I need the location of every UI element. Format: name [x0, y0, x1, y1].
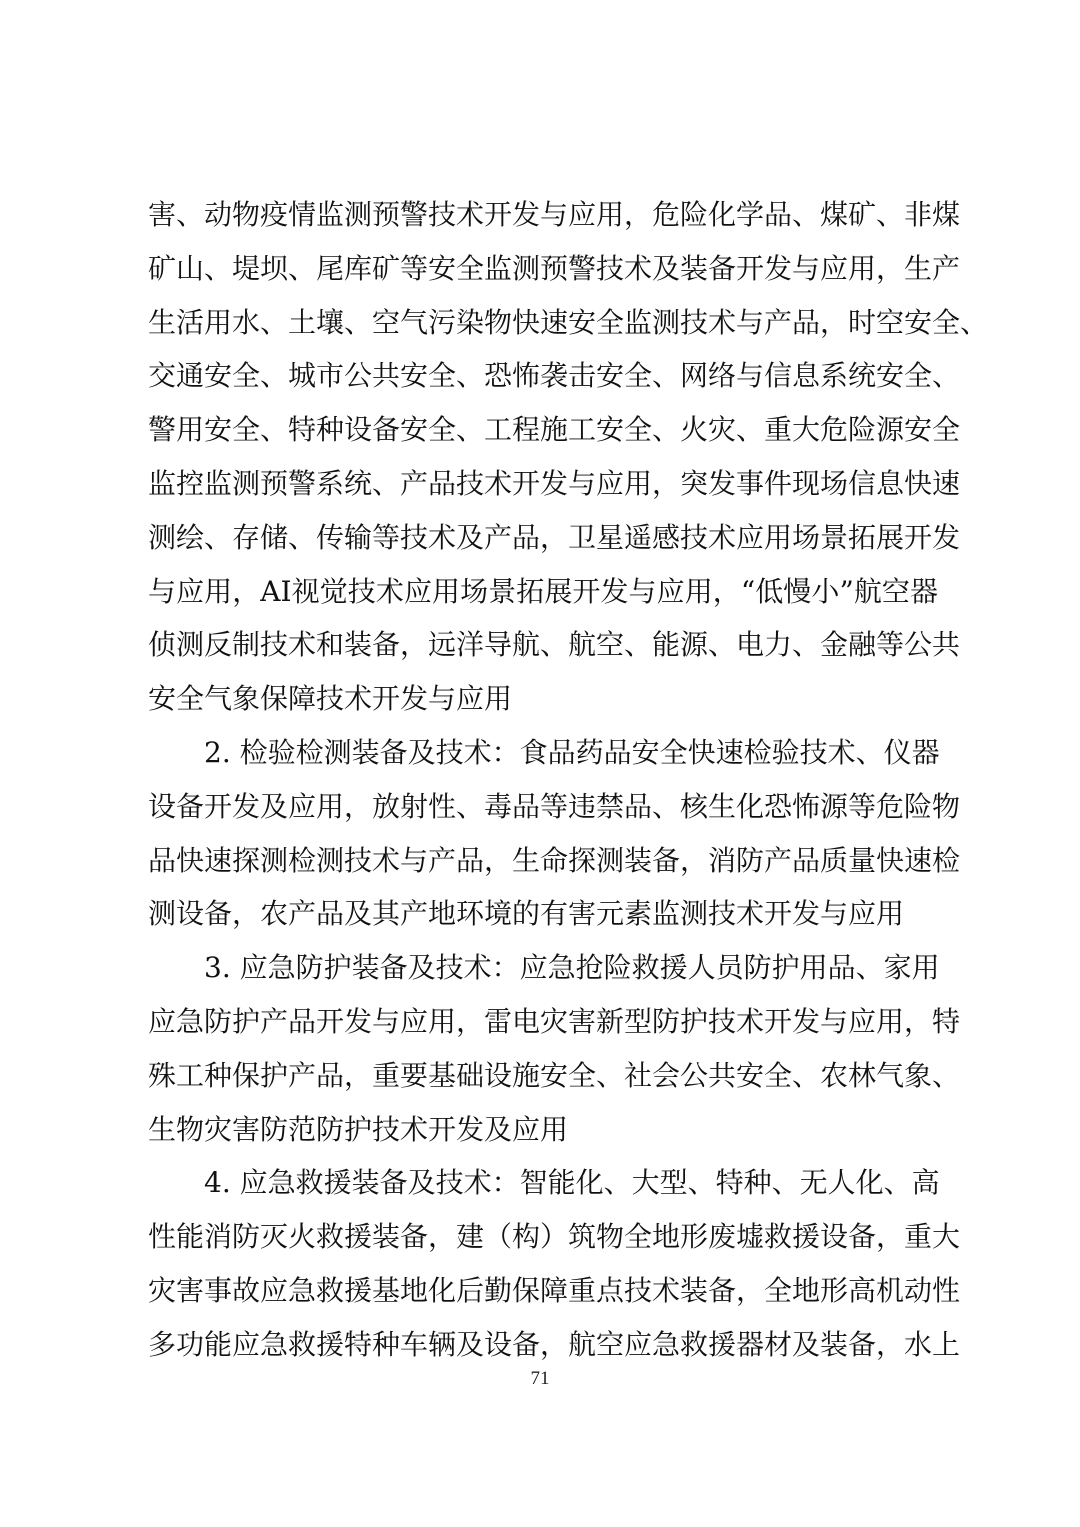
- text-line: 生活用水、土壤、空气污染物快速安全监测技术与产品，时空安全、: [148, 305, 989, 339]
- text-line: 交通安全、城市公共安全、恐怖袭击安全、网络与信息系统安全、: [148, 359, 961, 393]
- text-line: 矿山、堤坝、尾库矿等安全监测预警技术及装备开发与应用，生产: [148, 251, 961, 285]
- text-line: 监控监测预警系统、产品技术开发与应用，突发事件现场信息快速: [148, 466, 961, 500]
- text-line: 性能消防灭火救援装备，建（构）筑物全地形废墟救援设备，重大: [148, 1220, 961, 1254]
- text-line: 生物灾害防范防护技术开发及应用: [148, 1112, 569, 1146]
- text-line: 品快速探测检测技术与产品，生命探测装备，消防产品质量快速检: [148, 843, 961, 877]
- text-line: 灾害事故应急救援基地化后勤保障重点技术装备，全地形高机动性: [148, 1273, 961, 1307]
- page-number: 71: [530, 1368, 550, 1389]
- text-line: 殊工种保护产品，重要基础设施安全、社会公共安全、农林气象、: [148, 1058, 961, 1092]
- text-line: 多功能应急救援特种车辆及设备，航空应急救援器材及装备，水上: [148, 1327, 961, 1361]
- text-line: 4. 应急救援装备及技术：智能化、大型、特种、无人化、高: [204, 1166, 940, 1200]
- text-line: 警用安全、特种设备安全、工程施工安全、火灾、重大危险源安全: [148, 413, 961, 447]
- text-line: 与应用，AI视觉技术应用场景拓展开发与应用，“低慢小”航空器: [148, 574, 938, 608]
- text-line: 2. 检验检测装备及技术：食品药品安全快速检验技术、仪器: [204, 735, 940, 769]
- text-line: 侦测反制技术和装备，远洋导航、航空、能源、电力、金融等公共: [148, 628, 961, 662]
- text-line: 设备开发及应用，放射性、毒品等违禁品、核生化恐怖源等危险物: [148, 789, 961, 823]
- text-line: 安全气象保障技术开发与应用: [148, 682, 513, 716]
- text-line: 测设备，农产品及其产地环境的有害元素监测技术开发与应用: [148, 897, 905, 931]
- text-line: 测绘、存储、传输等技术及产品，卫星遥感技术应用场景拓展开发: [148, 520, 961, 554]
- text-line: 应急防护产品开发与应用，雷电灾害新型防护技术开发与应用，特: [148, 1004, 961, 1038]
- body-text: [148, 188, 989, 1372]
- text-line: 害、动物疫情监测预警技术开发与应用，危险化学品、煤矿、非煤: [148, 198, 961, 231]
- text-line: 3. 应急防护装备及技术：应急抢险救援人员防护用品、家用: [204, 951, 940, 985]
